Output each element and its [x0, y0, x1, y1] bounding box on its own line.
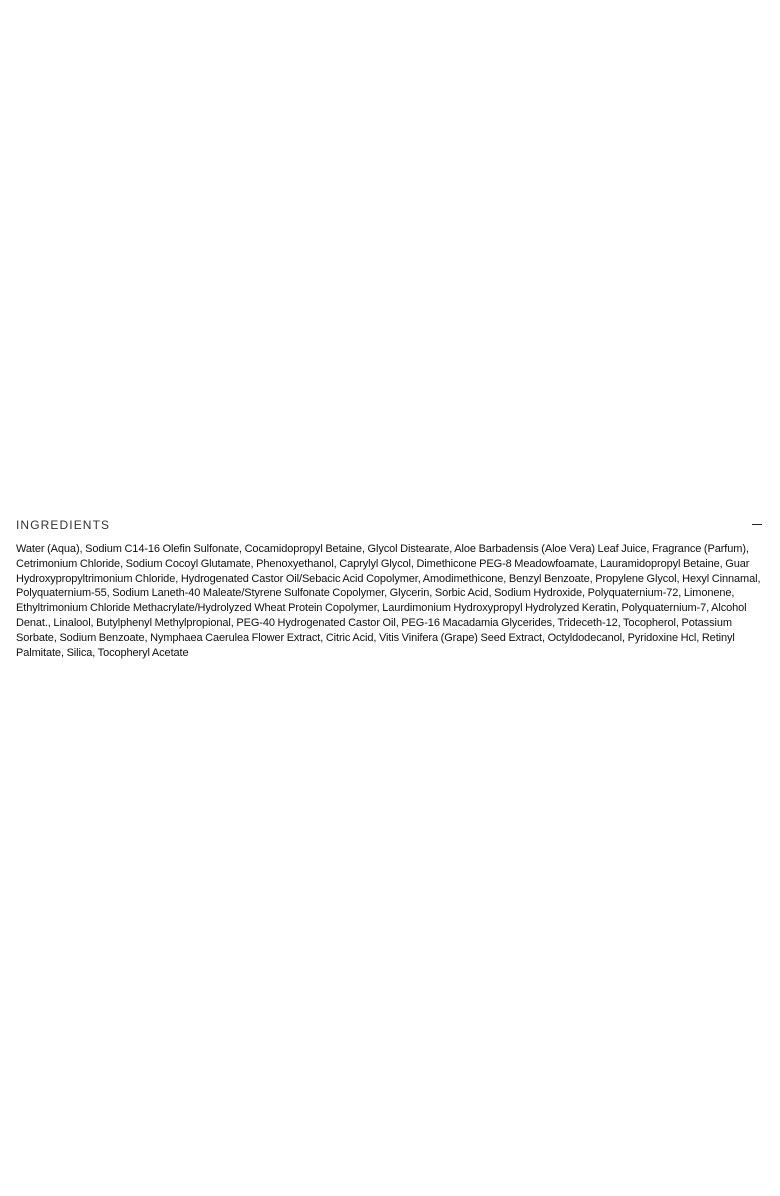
ingredients-accordion-header[interactable] [16, 516, 764, 534]
ingredients-text: Water (Aqua), Sodium C14-16 Olefin Sulfonate, Cocamidopropyl Betaine, Glycol Distearate, Aloe Barbadensis (Aloe Vera) Leaf Juice, Fragrance (Parfum), Cetrimonium Chloride, Sodium Cocoyl Glutamate, Phenoxyethanol, Caprylyl Glycol, Dimethicone PEG-8 Meadowfoamate, Lauramidopropyl Betaine, Guar Hydroxypropyltrimonium Chloride, Hydrogenated Castor Oil/Sebacic Acid Copolymer, Amodimethicone, Benzyl Benzoate, Propylene Glycol, Hexyl Cinnamal, Polyquaternium-55, Sodium Laneth-40 Maleate/Styrene Sulfonate Copolymer, Glycerin, Sorbic Acid, Sodium Hydroxide, Polyquaternium-72, Limonene, Ethyltrimonium Chloride Methacrylate/Hydrolyzed Wheat Protein Copolymer, Laurdimonium Hydroxypropyl Hydrolyzed Keratin, Polyquaternium-7, Alcohol Denat., Linalool, Butylphenyl Methylpropional, PEG-40 Hydrogenated Castor Oil, PEG-16 Macadamia Glycerides, Trideceth-12, Tocopherol, Potassium Sorbate, Sodium Benzoate, Nymphaea Caerulea Flower Extract, Citric Acid, Vitis Vinifera (Grape) Seed Extract, Octyldodecanol, Pyridoxine Hcl, Retinyl Palmitate, Silica, Tocopheryl Acetate [16, 543, 761, 659]
ingredients-accordion [16, 516, 764, 671]
minus-icon[interactable] [752, 520, 762, 530]
ingredients-title: INGREDIENTS [16, 518, 111, 532]
